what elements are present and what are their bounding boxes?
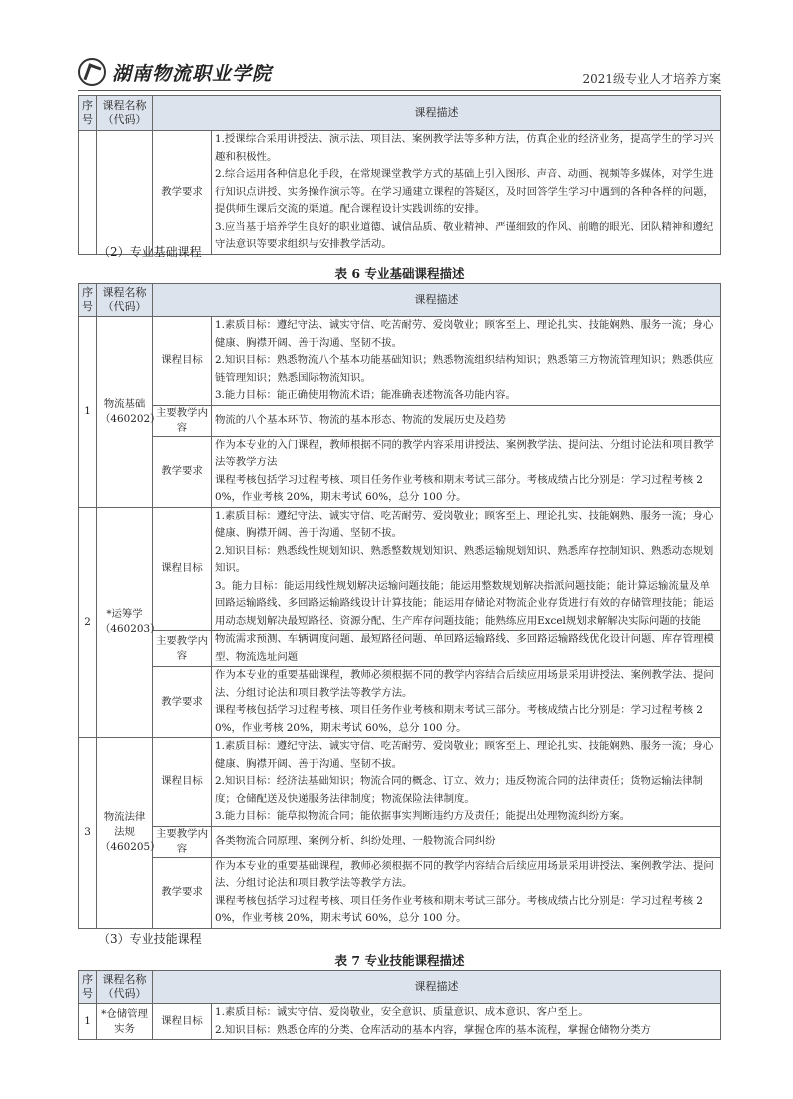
row-text — [212, 131, 721, 255]
row-seq: 1 — [79, 317, 97, 508]
row-course: 物流法律法规（460205） — [97, 738, 153, 929]
table-header-row — [79, 971, 721, 1004]
section-heading: （2）专业基础课程 — [98, 245, 202, 259]
school-logo — [78, 56, 272, 88]
row-label: 教学要求 — [153, 667, 212, 738]
text-line: 2.知识目标：经济法基础知识；物流合同的概念、订立、效力；违反物流合同的法律责任；货物运输法律制度；仓储配送及快递服务法律制度；物流保险法律制度。 — [215, 775, 703, 805]
page-header — [78, 54, 721, 91]
row-text — [212, 317, 721, 406]
table-header-row — [79, 96, 721, 131]
row-label: 主要教学内容 — [153, 631, 212, 667]
header-course: 课程名称（代码） — [97, 96, 153, 131]
table-row — [79, 738, 721, 827]
table-row — [79, 507, 721, 631]
text-line: 1.素质目标：诚实守信、爱岗敬业，安全意识、质量意识、成本意识、客户至上。 — [215, 1006, 589, 1018]
row-text — [212, 436, 721, 507]
row-course: *运筹学（460203） — [97, 507, 153, 738]
document-title: 2021级专业人才培养方案 — [582, 72, 721, 86]
table-row — [79, 131, 721, 255]
text-line: 1.素质目标：遵纪守法、诚实守信、吃苦耐劳、爱岗敬业；顾客至上、理论扎实、技能娴熟、服务一流；身心健康、胸襟开阔、善于沟通、坚韧不拔。 — [215, 319, 714, 349]
text-line: 3.应当基于培养学生良好的职业道德、诚信品质、敬业精神、严谨细致的作风、前瞻的眼光、团队精神和遵纪守法意识等要求组织与安排教学活动。 — [215, 220, 714, 250]
row-text: 各类物流合同原理、案例分析、纠纷处理、一般物流合同纠纷 — [212, 826, 721, 857]
row-label: 课程目标 — [153, 317, 212, 406]
table-row — [79, 405, 721, 436]
row-label: 课程目标 — [153, 1004, 212, 1040]
table-row — [79, 1004, 721, 1040]
header-course: 课程名称（代码） — [97, 284, 153, 317]
header-seq: 序号 — [79, 96, 97, 131]
table-row — [79, 317, 721, 406]
header-desc: 课程描述 — [153, 971, 721, 1004]
text-line: 作为本专业的重要基础课程，教师必须根据不同的教学内容结合后续应用场景采用讲授法、案例教学法、提问法、分组讨论法和项目教学法等教学方法。 — [215, 859, 714, 889]
row-label: 教学要求 — [153, 857, 212, 928]
row-course: 物流基础（460202） — [97, 317, 153, 508]
table-continued — [78, 95, 721, 255]
text-line: 3。能力目标：能运用线性规划解决运输问题技能；能运用整数规划解决指派问题技能；能计算运输流量及单回路运输路线、多回路运输路线设计计算技能；能运用存储论对物流企业存货进行有效的存储管理技能；能运用动态规划解决最短路径、资源分配、生产库存问题技能；能熟练应用Excel规划求解解决实际问题的技能 — [215, 579, 714, 627]
table-header-row — [79, 284, 721, 317]
header-desc: 课程描述 — [153, 96, 721, 131]
table-6 — [78, 283, 721, 929]
text-line: 课程考核包括学习过程考核、项目任务作业考核和期末考试三部分。考核成绩占比分别是：学习过程考核 20%，作业考核 20%，期末考试 60%，总分 100 分。 — [215, 894, 703, 924]
row-label: 课程目标 — [153, 507, 212, 631]
row-seq: 2 — [79, 507, 97, 738]
text-line: 课程考核包括学习过程考核、项目任务作业考核和期末考试三部分。考核成绩占比分别是：学习过程考核 20%，作业考核 20%，期末考试 60%，总分 100 分。 — [215, 704, 703, 734]
row-label: 课程目标 — [153, 738, 212, 827]
text-line: 2.知识目标：熟悉仓库的分类、仓库活动的基本内容，掌握仓库的基本流程，掌握仓储物分类方 — [215, 1023, 651, 1036]
row-course: *仓储管理实务 — [97, 1004, 153, 1040]
row-label: 主要教学内容 — [153, 405, 212, 436]
header-seq: 序号 — [79, 284, 97, 317]
row-label: 主要教学内容 — [153, 826, 212, 857]
text-line: 作为本专业的入门课程，教师根据不同的教学内容采用讲授法、案例教学法、提问法、分组讨论法和项目教学法等教学方法 — [215, 438, 714, 468]
text-line: 1.素质目标：遵纪守法、诚实守信、吃苦耐劳、爱岗敬业；顾客至上、理论扎实、技能娴熟、服务一流；身心健康、胸襟开阔、善于沟通、坚韧不拔。 — [215, 509, 714, 539]
text-line: 作为本专业的重要基础课程，教师必须根据不同的教学内容结合后续应用场景采用讲授法、案例教学法、提问法、分组讨论法和项目教学法等教学方法。 — [215, 669, 714, 699]
row-text — [212, 1004, 721, 1040]
row-label: 教学要求 — [153, 131, 212, 255]
row-seq: 3 — [79, 738, 97, 929]
row-text: 物流需求预测、车辆调度问题、最短路径问题、单回路运输路线、多回路运输路线优化设计问题、库存管理模型、物流选址问题 — [212, 631, 721, 667]
empty-cell — [79, 131, 97, 255]
header-seq: 序号 — [79, 971, 97, 1004]
row-text — [212, 738, 721, 827]
row-text — [212, 507, 721, 631]
table-caption: 表 7 专业技能课程描述 — [334, 953, 465, 968]
school-name: 湖南物流职业学院 — [112, 62, 273, 85]
text-line: 1.授课综合采用讲授法、演示法、项目法、案例教学法等多种方法，仿真企业的经济业务，提高学生的学习兴趣和积极性。 — [215, 133, 714, 163]
table-row — [79, 436, 721, 507]
section-heading: （3）专业技能课程 — [98, 932, 202, 946]
text-line: 2.知识目标：熟悉线性规划知识、熟悉整数规划知识、熟悉运输规划知识、熟悉库存控制知识、熟悉动态规划知识。 — [215, 544, 714, 574]
table-7 — [78, 970, 721, 1040]
row-label: 教学要求 — [153, 436, 212, 507]
text-line: 3.能力目标：能正确使用物流术语；能准确表述物流各功能内容。 — [215, 389, 516, 401]
row-seq: 1 — [79, 1004, 97, 1040]
text-line: 2.知识目标：熟悉物流八个基本功能基础知识；熟悉物流组织结构知识；熟悉第三方物流管理知识；熟悉供应链管理知识；熟悉国际物流知识。 — [215, 354, 714, 384]
row-text — [212, 857, 721, 928]
table-caption: 表 6 专业基础课程描述 — [334, 266, 465, 281]
text-line: 课程考核包括学习过程考核、项目任务作业考核和期末考试三部分。考核成绩占比分别是：学习过程考核 20%，作业考核 20%，期末考试 60%，总分 100 分。 — [215, 473, 703, 503]
empty-cell — [97, 131, 153, 255]
row-text — [212, 667, 721, 738]
table-row — [79, 826, 721, 857]
header-course: 课程名称（代码） — [97, 971, 153, 1004]
row-text: 物流的八个基本环节、物流的基本形态、物流的发展历史及趋势 — [212, 405, 721, 436]
table-row — [79, 667, 721, 738]
header-desc: 课程描述 — [153, 284, 721, 317]
text-line: 1.素质目标：遵纪守法、诚实守信、吃苦耐劳、爱岗敬业；顾客至上、理论扎实、技能娴熟、服务一流；身心健康、胸襟开阔、善于沟通、坚韧不拔。 — [215, 740, 714, 770]
text-line: 2.综合运用各种信息化手段，在常规课堂教学方式的基础上引入图形、声音、动画、视频等多媒体，对学生进行知识点讲授、实务操作演示等。在学习通建立课程的答疑区，及时回答学生学习中遇到的各种各样的问题，提供师生课后交流的渠道。配合课程设计实践训练的安排。 — [215, 168, 714, 215]
text-line: 3.能力目标：能草拟物流合同；能依据事实判断违约方及责任；能提出处理物流纠纷方案。 — [215, 810, 631, 822]
table-row — [79, 631, 721, 667]
table-row — [79, 857, 721, 928]
school-emblem-icon — [78, 58, 106, 86]
